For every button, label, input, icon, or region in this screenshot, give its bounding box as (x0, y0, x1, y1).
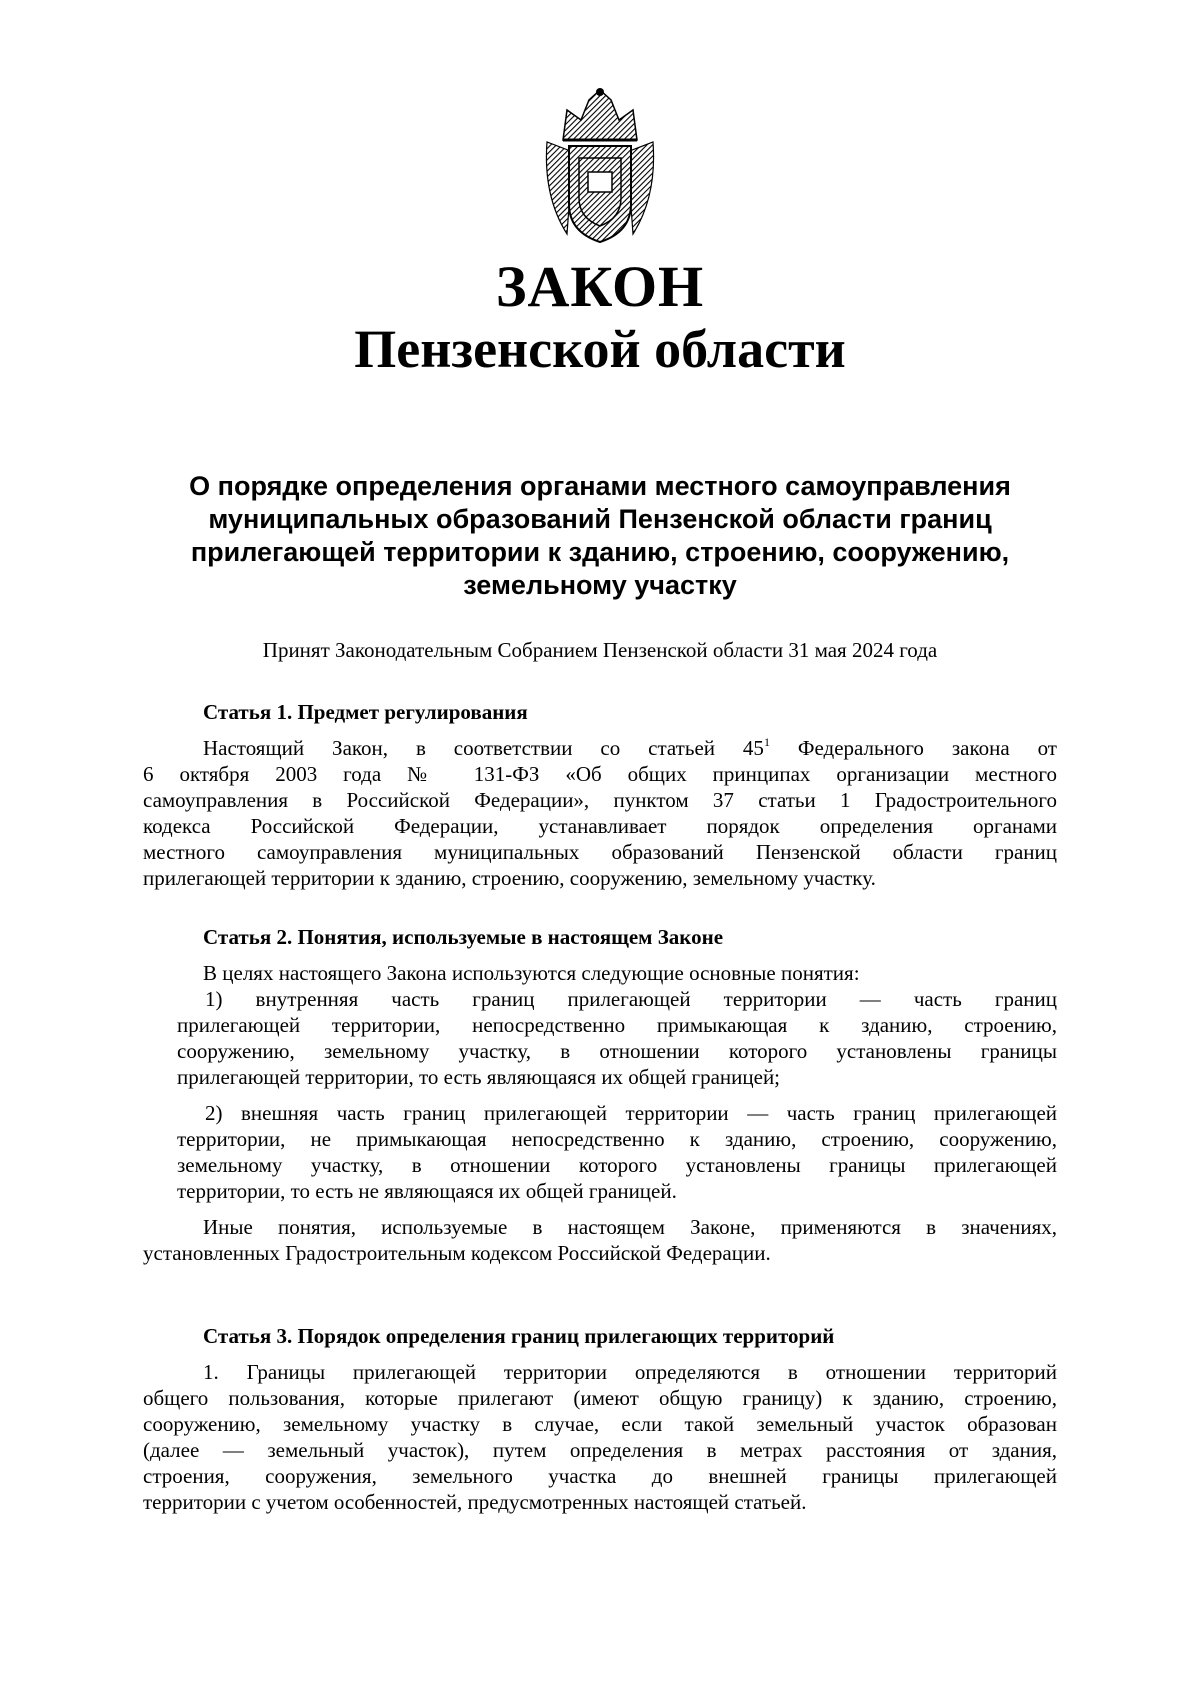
law-title: ЗАКОН (495, 254, 705, 319)
paragraph-line: 1) внутренняя часть границ прилегающей территории — часть границ (205, 987, 1057, 1011)
paragraph-line: Иные понятия, используемые в настоящем Законе, применяются в значениях, (203, 1215, 1057, 1239)
article-2-heading: Статья 2. Понятия, используемые в настоящем Законе (203, 925, 724, 949)
paragraph-line: 6 октября 2003 года № 131-ФЗ «Об общих принципах организации местного (143, 762, 1057, 786)
paragraph-line: 2) внешняя часть границ прилегающей территории — часть границ прилегающей (205, 1101, 1057, 1125)
paragraph-line: территории с учетом особенностей, предусмотренных настоящей статьей. (143, 1490, 807, 1514)
article-1 (143, 699, 1057, 891)
coat-of-arms-icon (541, 86, 659, 244)
paragraph-line: территории, то есть не являющаяся их общей границей. (177, 1179, 677, 1203)
paragraph-line: (далее — земельный участок), путем определения в метрах расстояния от здания, (143, 1438, 1057, 1462)
subject-line: О порядке определения органами местного самоуправления (189, 471, 1011, 501)
paragraph-line: земельному участку, в отношении которого установлены границы прилегающей (177, 1153, 1057, 1177)
article-3-heading: Статья 3. Порядок определения границ прилегающих территорий (203, 1324, 835, 1348)
paragraph-line: сооружению, земельному участку, в отношении которого установлены границы (177, 1039, 1057, 1063)
paragraph-line: местного самоуправления муниципальных образований Пензенской области границ (143, 840, 1057, 864)
paragraph-line: строения, сооружения, земельного участка до внешней границы прилегающей (143, 1464, 1057, 1488)
paragraph-line: самоуправления в Российской Федерации», пунктом 37 статьи 1 Градостроительного (143, 788, 1057, 812)
paragraph-line: прилегающей территории, то есть являющаяся их общей границей; (177, 1065, 781, 1089)
definition-item-1 (143, 986, 1057, 1090)
paragraph-line: общего пользования, которые прилегают (имеют общую границу) к зданию, строению, (143, 1386, 1057, 1410)
paragraph-line: прилегающей территории к зданию, строению, сооружению, земельному участку. (143, 866, 876, 890)
article-3 (143, 1323, 1057, 1515)
paragraph-line: кодекса Российской Федерации, устанавливает порядок определения органами (143, 814, 1057, 838)
subject-line: земельному участку (463, 570, 737, 600)
article-2 (143, 924, 1057, 1266)
paragraph-line: территории, не примыкающая непосредственно к зданию, строению, сооружению, (177, 1127, 1057, 1151)
paragraph-line: сооружению, земельному участку в случае, если такой земельный участок образован (143, 1412, 1057, 1436)
paragraph-line: 1. Границы прилегающей территории определяются в отношении территорий (203, 1360, 1057, 1384)
paragraph-line: установленных Градостроительным кодексом Российской Федерации. (143, 1241, 771, 1265)
paragraph-line: Настоящий Закон, в соответствии со статьей $45^1$ Федерального закона от (203, 735, 1057, 760)
subject-line: прилегающей территории к зданию, строению, сооружению, (190, 537, 1010, 567)
article-1-heading: Статья 1. Предмет регулирования (203, 700, 528, 724)
paragraph-line: В целях настоящего Закона используются следующие основные понятия: (203, 961, 860, 985)
law-subject (140, 470, 1060, 602)
subject-line: муниципальных образований Пензенской области границ (208, 504, 992, 534)
paragraph-line: прилегающей территории, непосредственно примыкающая к зданию, строению, (177, 1013, 1057, 1037)
definition-item-2 (143, 1100, 1057, 1204)
adoption-note: Принят Законодательным Собранием Пензенской области 31 мая 2024 года (262, 638, 938, 662)
region-title: Пензенской области (354, 319, 846, 379)
